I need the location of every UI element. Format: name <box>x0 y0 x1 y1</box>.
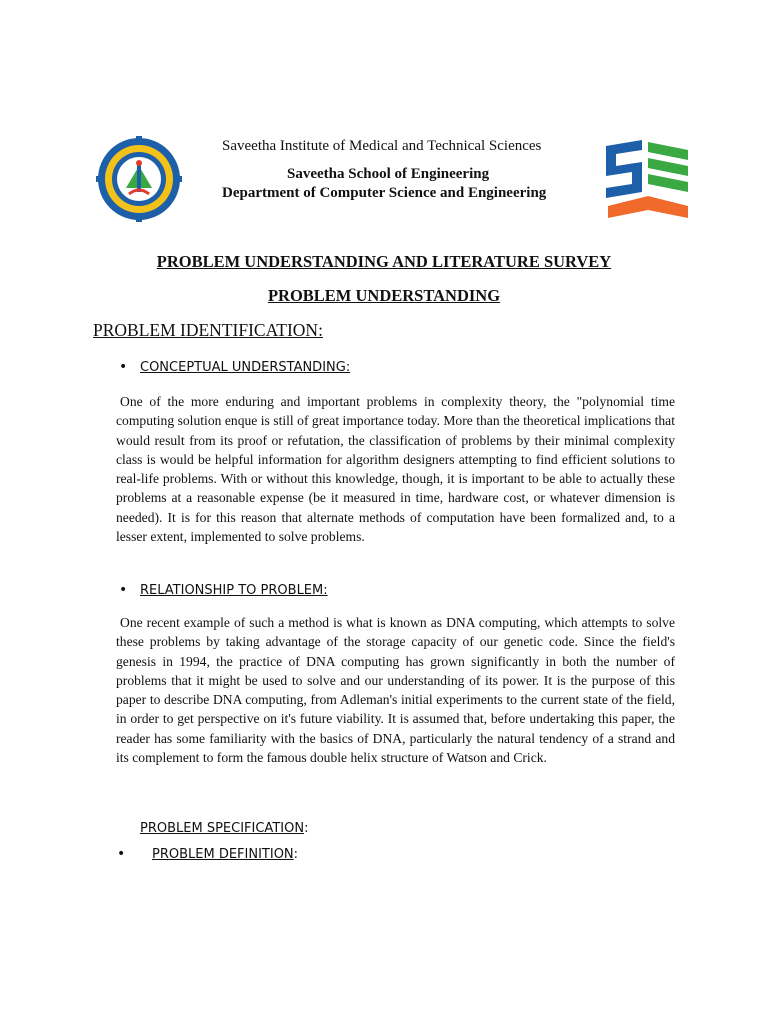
sse-logo-orange-base <box>608 196 688 218</box>
sub-title: PROBLEM UNDERSTANDING <box>267 286 501 305</box>
problem-specification-label: PROBLEM SPECIFICATION <box>140 821 305 836</box>
problem-identification-heading: PROBLEM IDENTIFICATION: <box>93 320 323 340</box>
main-title: PROBLEM UNDERSTANDING AND LITERATURE SURVEY <box>156 252 612 271</box>
problem-definition-heading <box>152 847 298 862</box>
bullet-icon: • <box>119 582 128 598</box>
problem-specification-colon: : <box>304 821 309 836</box>
sse-logo-green-stripes <box>648 142 688 192</box>
institute-emblem-logo <box>96 136 182 222</box>
bullet-icon: • <box>119 359 128 375</box>
department-name: Department of Computer Science and Engineering <box>222 185 547 201</box>
conceptual-understanding-paragraph: One of the more enduring and important problems in complexity theory, the "polynomial time computing solution enque is still of great importance today. More than the theoretical implications that would result from its proof or refutation, the classification of problems by their minimal complexity class is would be helpful information for algorithm designers attempting to find efficient solutions to real-life problems. With or without this knowledge, though, it is important to be able to actually these problems at a reasonable expense (be it measured in time, hardware cost, or whatever dimension is needed). It is for this reason that alternate methods of computation have been formalized and, to a lesser extent, implemented to solve problems. <box>116 394 675 545</box>
conceptual-understanding-heading: CONCEPTUAL UNDERSTANDING: <box>140 360 351 375</box>
sse-logo-blue-s <box>606 140 642 198</box>
sse-logo <box>604 140 690 220</box>
school-name: Saveetha School of Engineering <box>287 166 490 182</box>
institute-name: Saveetha Institute of Medical and Technical Sciences <box>222 138 542 154</box>
relationship-to-problem-paragraph: One recent example of such a method is what is known as DNA computing, which attempts to solve these problems by taking advantage of the storage capacity of our genetic code. Since the field's genesis in 1994, the practice of DNA computing has grown significantly in both the number of problems that it might be used to solve and our understanding of its power. It is the purpose of this paper to describe DNA computing, from Adleman's initial experiments to the current state of the field, in order to get perspective on it's future viability. It is assumed that, before undertaking this paper, the reader has some familiarity with the basics of DNA, particularly the natural tendency of a strand and its complement to form the famous double helix structure of Watson and Crick. <box>116 615 675 766</box>
problem-specification-heading <box>140 821 308 836</box>
problem-definition-label: PROBLEM DEFINITION <box>152 847 294 862</box>
document-header <box>0 128 768 228</box>
problem-definition-colon: : <box>293 847 299 862</box>
bullet-icon: • <box>117 846 126 862</box>
relationship-to-problem-heading: RELATIONSHIP TO PROBLEM: <box>140 583 328 598</box>
